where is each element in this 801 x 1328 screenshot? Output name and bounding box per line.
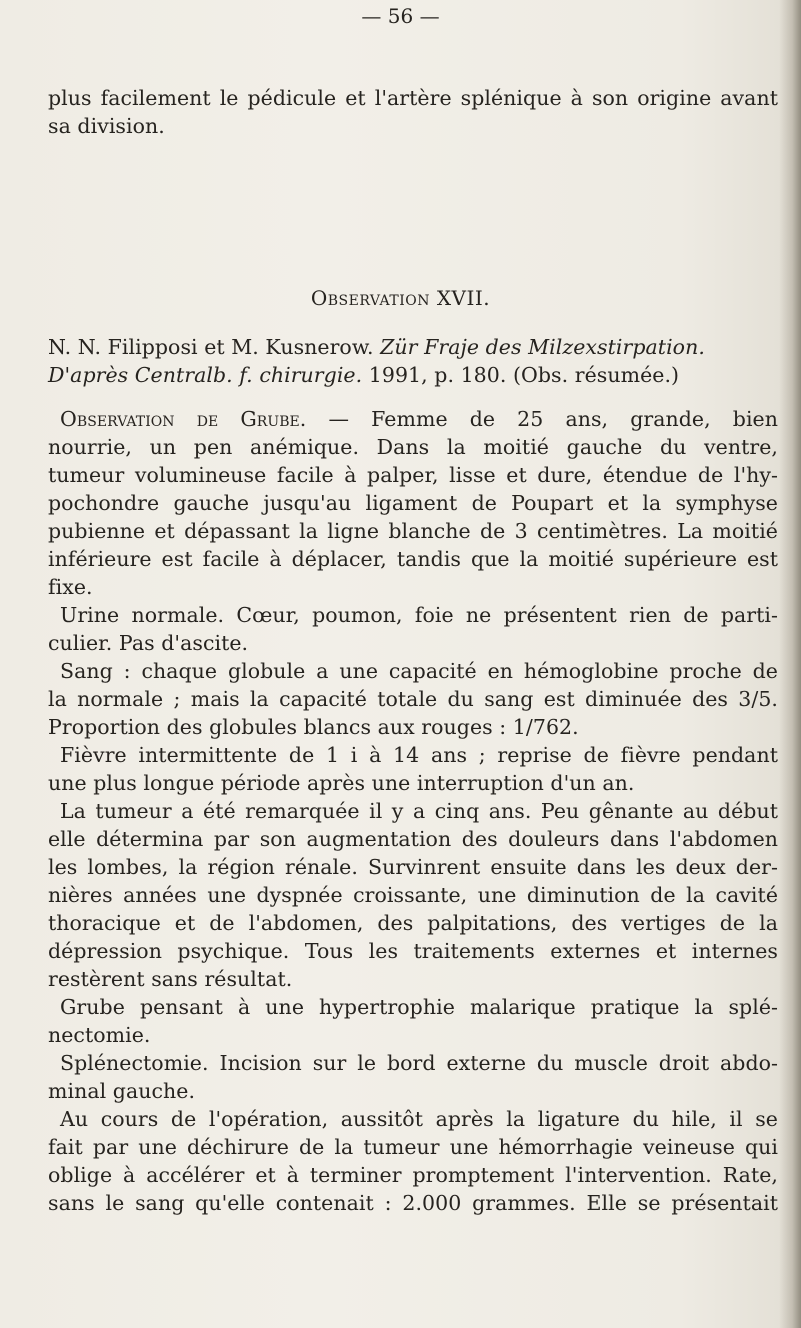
text-line: Sang : chaque globule a une capacité en hémoglobine proche de <box>60 659 778 683</box>
text-line: inférieure est facile à déplacer, tandis que la moitié supérieure est <box>48 547 778 571</box>
page-number: — 56 — <box>361 4 440 28</box>
text-line: tumeur volumineuse facile à palper, lisse et dure, étendue de l'hy- <box>48 463 778 487</box>
page-edge-shadow <box>779 0 801 1328</box>
text-line: La tumeur a été remarquée il y a cinq ans. Peu gênante au début <box>60 799 778 823</box>
text-line: oblige à accélérer et à terminer promptement l'intervention. Rate, <box>48 1163 778 1187</box>
reference-title: Zür Fraje des Milzexstirpation. <box>380 335 705 359</box>
text-line: fait par une déchirure de la tumeur une hémorrhagie veineuse qui <box>48 1135 778 1159</box>
text-line: restèrent sans résultat. <box>48 967 293 991</box>
text-line: les lombes, la région rénale. Survinrent ensuite dans les deux der- <box>48 855 778 879</box>
observation-heading: Observation XVII. <box>310 286 491 310</box>
text-line: la normale ; mais la capacité totale du sang est diminuée des 3/5. <box>48 687 778 711</box>
text-line: Proportion des globules blancs aux rouges : 1/762. <box>48 715 579 739</box>
text-line: plus facilement le pédicule et l'artère splénique à son origine avant <box>48 86 778 110</box>
text-line: pubienne et dépassant la ligne blanche de 3 centimètres. La moitié <box>48 519 778 543</box>
text-line: sa division. <box>48 114 165 138</box>
case-label: Observation de Grube. <box>60 407 307 431</box>
text-line: pochondre gauche jusqu'au ligament de Poupart et la symphyse <box>48 491 778 515</box>
case-header-text: — Femme de 25 ans, grande, bien <box>328 407 778 431</box>
reference-line <box>48 334 705 360</box>
text-line: culier. Pas d'ascite. <box>48 631 249 655</box>
text-line: fixe. <box>48 575 93 599</box>
text-line: dépression psychique. Tous les traitements externes et internes <box>48 939 778 963</box>
text-line: thoracique et de l'abdomen, des palpitations, des vertiges de la <box>48 911 778 935</box>
reference-source: D'après Centralb. f. chirurgie. <box>48 363 363 387</box>
text-line: Urine normale. Cœur, poumon, foie ne présentent rien de parti- <box>60 603 778 627</box>
text-line: Splénectomie. Incision sur le bord externe du muscle droit abdo- <box>60 1051 778 1075</box>
case-header-line <box>60 406 778 432</box>
text-line: Au cours de l'opération, aussitôt après la ligature du hile, il se <box>60 1107 778 1131</box>
reference-line <box>48 362 679 388</box>
text-line: elle détermina par son augmentation des douleurs dans l'abdomen <box>48 827 778 851</box>
text-line: Grube pensant à une hypertrophie malarique pratique la splé- <box>60 995 778 1019</box>
text-line: Fièvre intermittente de 1 i à 14 ans ; reprise de fièvre pendant <box>60 743 778 767</box>
text-line: une plus longue période après une interruption d'un an. <box>48 771 635 795</box>
reference-authors: N. N. Filipposi et M. Kusnerow. <box>48 335 374 359</box>
reference-details: 1991, p. 180. (Obs. résumée.) <box>368 363 680 387</box>
text-line: minal gauche. <box>48 1079 196 1103</box>
text-line: nectomie. <box>48 1023 151 1047</box>
text-line: sans le sang qu'elle contenait : 2.000 grammes. Elle se présentait <box>48 1191 778 1215</box>
text-line: nières années une dyspnée croissante, une diminution de la cavité <box>48 883 778 907</box>
text-line: nourrie, un pen anémique. Dans la moitié gauche du ventre, <box>48 435 778 459</box>
